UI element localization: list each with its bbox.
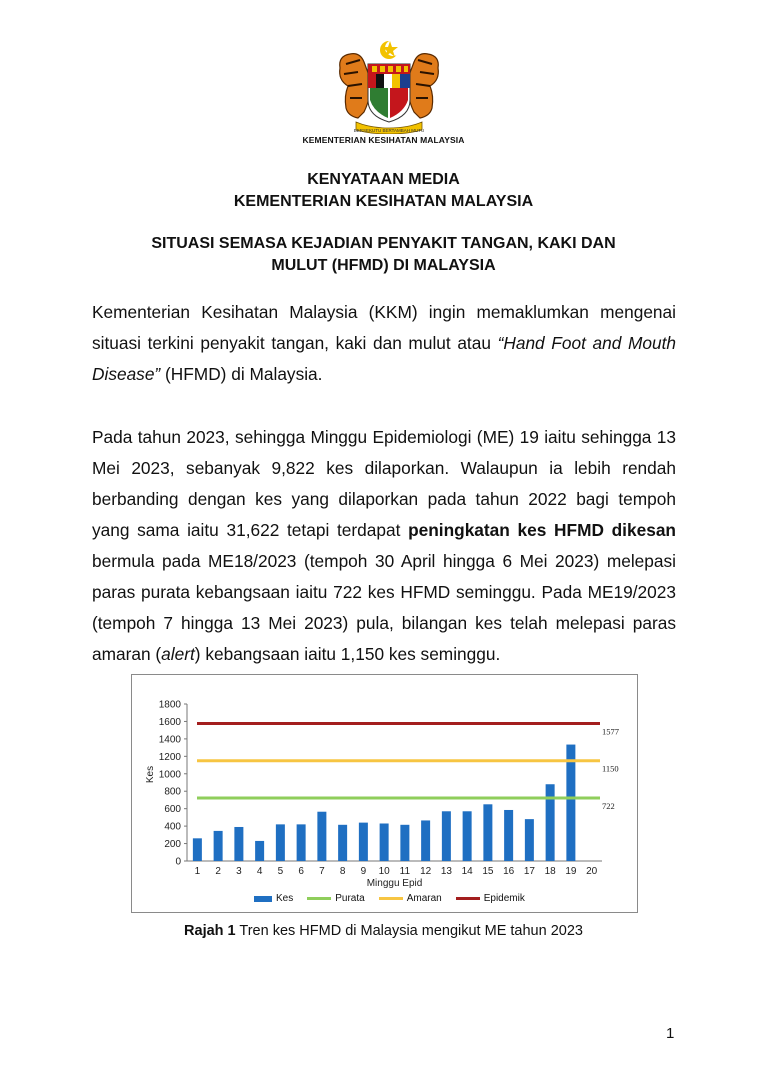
- coat-of-arms-icon: [330, 38, 448, 134]
- bar-kes: [255, 841, 264, 861]
- ministry-title: KEMENTERIAN KESIHATAN MALAYSIA: [233, 193, 534, 210]
- figure-caption: Rajah 1 Tren kes HFMD di Malaysia mengikut ME tahun 2023: [184, 923, 583, 939]
- legend-swatch: [307, 897, 331, 900]
- chart-canvas: [132, 675, 637, 912]
- x-tick-label: 2: [215, 866, 221, 877]
- bar-kes: [317, 812, 326, 861]
- legend-swatch: [254, 896, 272, 902]
- x-tick-label: 1: [194, 866, 201, 877]
- subject-title-line1: SITUASI SEMASA KEJADIAN PENYAKIT TANGAN, KAKI DAN: [151, 235, 616, 252]
- bar-kes: [338, 825, 347, 861]
- reference-line-label: 1150: [602, 763, 619, 774]
- y-tick-label: 1800: [158, 699, 181, 711]
- x-tick-label: 19: [565, 866, 577, 877]
- x-tick-label: 9: [360, 866, 367, 877]
- x-tick-label: 15: [482, 866, 494, 877]
- document-type-title: KENYATAAN MEDIA: [307, 171, 460, 188]
- x-tick-label: 14: [461, 866, 473, 877]
- hfmd-trend-chart: [131, 674, 638, 913]
- bar-kes: [546, 784, 555, 861]
- bar-kes: [483, 804, 492, 861]
- x-tick-label: 5: [277, 866, 284, 877]
- y-tick-label: 600: [164, 804, 181, 816]
- bar-kes: [234, 827, 243, 861]
- intro-paragraph: Kementerian Kesihatan Malaysia (KKM) ingin memaklumkan mengenai situasi terkini penyakit tangan, kaki dan mulut atau “Hand Foot and Mouth Disease” (HFMD) di Malaysia.: [92, 302, 676, 384]
- situation-paragraph: Pada tahun 2023, sehingga Minggu Epidemiologi (ME) 19 iaitu sehingga 13 Mei 2023, sebanyak 9,822 kes dilaporkan. Walaupun ia lebih rendah berbanding dengan kes yang dilaporkan pada tahun 2022 bagi tempoh yang sama iaitu 31,622 tetapi terdapat peningkatan kes HFMD dikesan bermula pada ME18/2023 (tempoh 30 April hingga 6 Mei 2023) melepasi paras purata kebangsaan iaitu 722 kes HFMD seminggu. Pada ME19/2023 (tempoh 7 hingga 13 Mei 2023) pula, bilangan kes telah melepasi paras amaran (alert) kebangsaan iaitu 1,150 kes seminggu.: [92, 427, 676, 664]
- ministry-name-small: KEMENTERIAN KESIHATAN MALAYSIA: [302, 135, 465, 145]
- x-tick-label: 13: [440, 866, 452, 877]
- legend-swatch: [456, 897, 480, 900]
- y-tick-label: 1000: [158, 769, 181, 781]
- y-tick-label: 1400: [158, 734, 181, 746]
- coat-of-arms-logo: [330, 38, 448, 134]
- x-tick-label: 7: [319, 866, 325, 877]
- bar-kes: [193, 838, 202, 861]
- legend-item-epidemik: Epidemik: [456, 893, 525, 904]
- y-tick-label: 1200: [158, 751, 181, 763]
- legend-swatch: [379, 897, 403, 900]
- x-tick-label: 17: [523, 866, 535, 877]
- bar-kes: [276, 824, 285, 861]
- subject-title-line2: MULUT (HFMD) DI MALAYSIA: [271, 257, 496, 274]
- x-tick-label: 11: [399, 866, 411, 877]
- x-tick-label: 6: [298, 866, 304, 877]
- y-tick-label: 800: [164, 786, 181, 798]
- bar-kes: [525, 819, 534, 861]
- bar-kes: [297, 824, 306, 861]
- x-axis-title: Minggu Epid: [366, 878, 423, 889]
- y-tick-label: 1600: [158, 716, 181, 728]
- x-tick-label: 10: [378, 866, 390, 877]
- legend-item-kes: Kes: [254, 893, 293, 904]
- legend-item-amaran: Amaran: [379, 893, 442, 904]
- x-tick-label: 20: [586, 866, 598, 877]
- reference-line-label: 1577: [602, 726, 619, 737]
- bar-kes: [359, 823, 368, 861]
- bar-kes: [463, 811, 472, 861]
- x-tick-label: 12: [420, 866, 432, 877]
- y-tick-label: 200: [164, 839, 181, 851]
- reference-line-label: 722: [602, 801, 615, 812]
- bar-kes: [504, 810, 513, 861]
- legend-item-purata: Purata: [307, 893, 364, 904]
- bar-kes: [421, 820, 430, 861]
- bar-kes: [442, 811, 451, 861]
- x-tick-label: 18: [544, 866, 556, 877]
- bar-kes: [214, 831, 223, 861]
- x-tick-label: 8: [339, 866, 346, 877]
- x-tick-label: 4: [256, 866, 263, 877]
- x-tick-label: 16: [503, 866, 515, 877]
- bar-kes: [400, 825, 409, 861]
- svg-text:BERSEKUTU BERTAMBAH MUTU: BERSEKUTU BERTAMBAH MUTU: [353, 128, 425, 133]
- x-tick-label: 3: [236, 866, 242, 877]
- y-axis-title: Kes: [145, 765, 156, 784]
- y-tick-label: 0: [175, 856, 181, 868]
- page-number: 1: [666, 1025, 675, 1042]
- bar-kes: [380, 823, 389, 861]
- chart-legend: [254, 893, 539, 904]
- y-tick-label: 400: [164, 821, 181, 833]
